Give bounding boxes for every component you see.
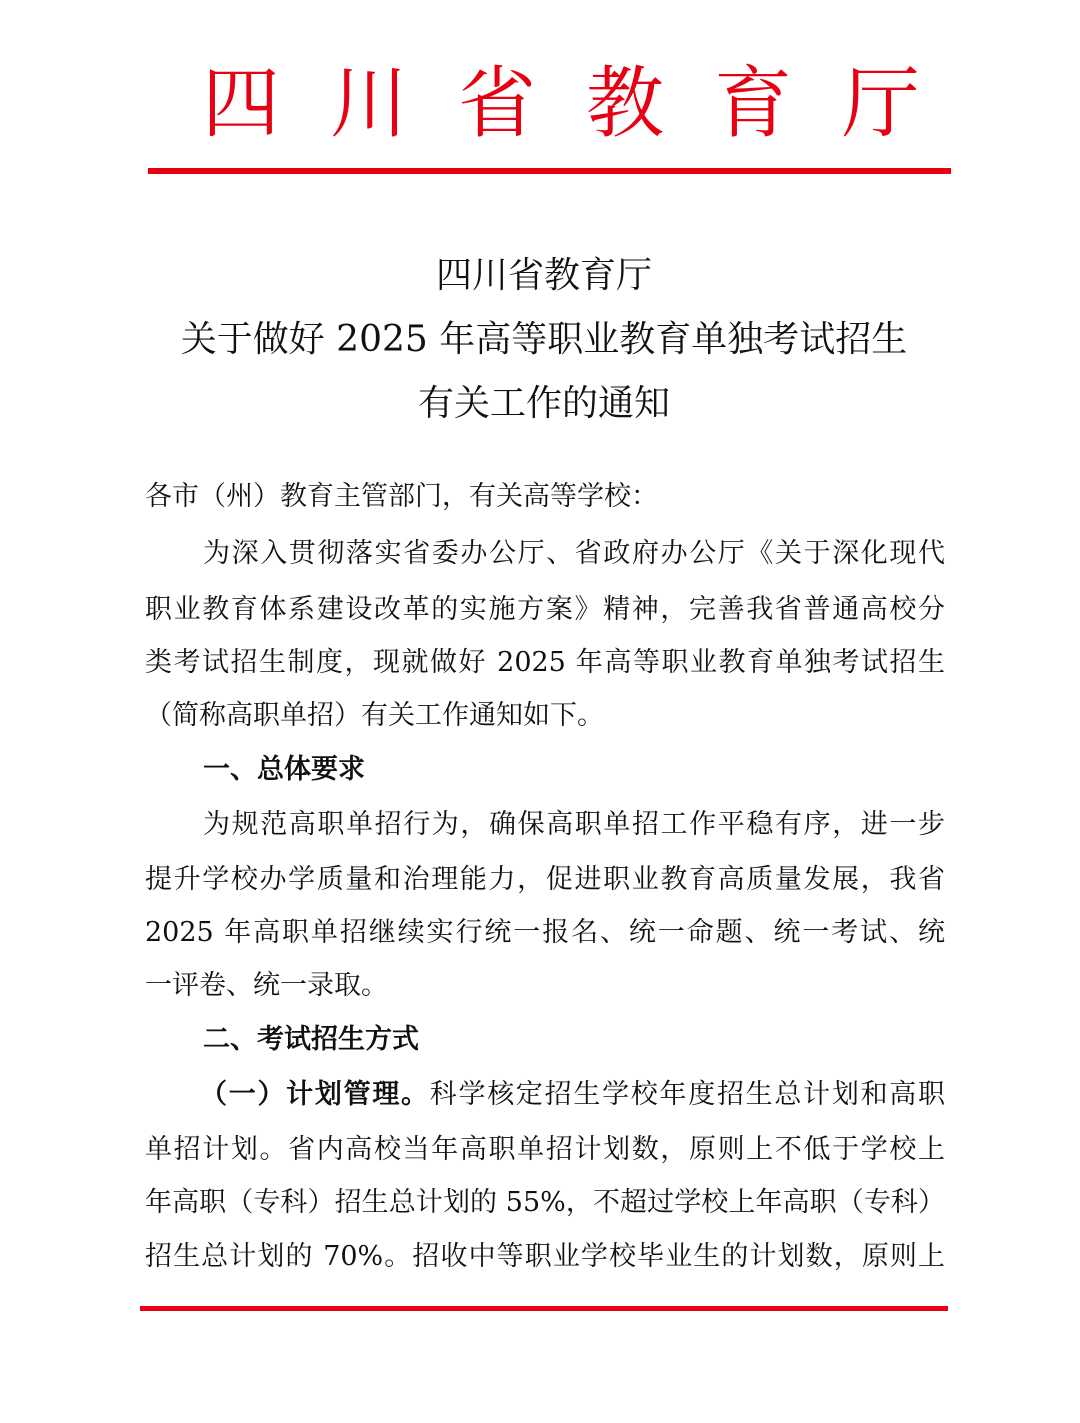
masthead-char: 厅 — [841, 59, 920, 149]
section-1-line-4: 一评卷、统一录取。 — [145, 970, 388, 1001]
section-2-line-2: 单招计划。省内高校当年高职单招计划数，原则上不低于学校上 — [145, 1134, 945, 1165]
masthead-char: 教 — [585, 59, 664, 149]
footer-red-rule — [140, 1306, 948, 1311]
section-2-line-4: 招生总计划的 70%。招收中等职业学校毕业生的计划数，原则上 — [145, 1241, 945, 1272]
red-masthead — [150, 52, 950, 157]
section-2-heading: 二、考试招生方式 — [203, 1024, 419, 1055]
masthead-char: 四 — [202, 59, 281, 149]
intro-line-1: 为深入贯彻落实省委办公厅、省政府办公厅《关于深化现代 — [203, 538, 945, 569]
section-1-line-3: 2025 年高职单招继续实行统一报名、统一命题、统一考试、统 — [145, 917, 945, 948]
intro-line-3: 类考试招生制度，现就做好 2025 年高等职业教育单独考试招生 — [145, 647, 945, 678]
section-2-line-1 — [200, 1075, 945, 1115]
masthead-red-rule — [148, 168, 951, 174]
masthead-char: 省 — [457, 59, 536, 149]
section-2-line-3: 年高职（专科）招生总计划的 55%，不超过学校上年高职（专科） — [145, 1187, 945, 1218]
document-title-line-1: 四川省教育厅 — [435, 255, 652, 296]
salutation: 各市（州）教育主管部门，有关高等学校： — [145, 481, 658, 512]
masthead-char: 川 — [329, 59, 408, 149]
sub-1-text: 科学核定招生学校年度招生总计划和高职 — [429, 1079, 946, 1110]
section-1-line-2: 提升学校办学质量和治理能力，促进职业教育高质量发展，我省 — [145, 864, 945, 895]
document-title-line-3: 有关工作的通知 — [417, 383, 670, 424]
section-1-heading: 一、总体要求 — [203, 754, 365, 785]
intro-line-4: （简称高职单招）有关工作通知如下。 — [145, 700, 604, 731]
document-title-line-2: 关于做好 2025 年高等职业教育单独考试招生 — [180, 319, 908, 360]
masthead-char: 育 — [713, 59, 792, 149]
section-1-line-1: 为规范高职单招行为，确保高职单招工作平稳有序，进一步 — [203, 809, 945, 840]
sub-1-label: （一）计划管理。 — [200, 1079, 430, 1110]
intro-line-2: 职业教育体系建设改革的实施方案》精神，完善我省普通高校分 — [145, 594, 945, 625]
